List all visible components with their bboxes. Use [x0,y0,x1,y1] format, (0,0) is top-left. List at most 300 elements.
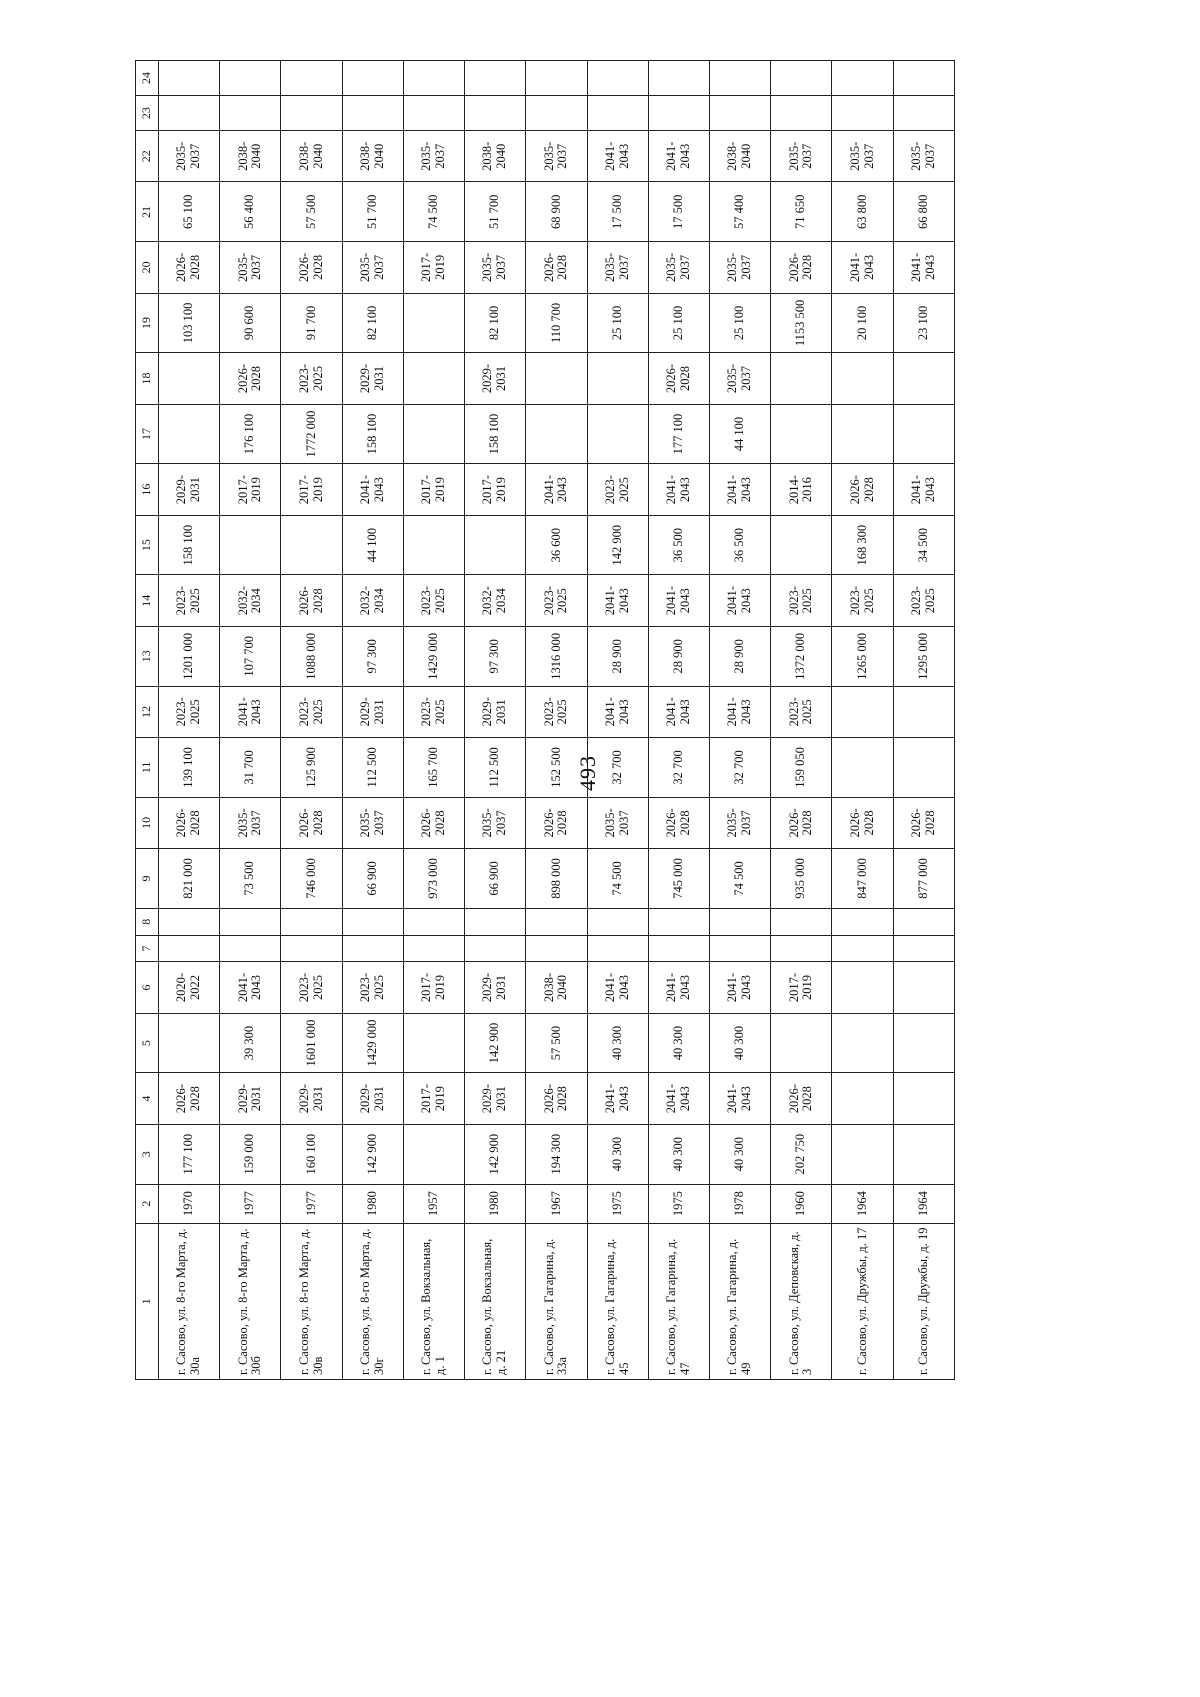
cell-col-4: 2029-2031 [465,1073,526,1124]
cell-col-8 [587,908,648,935]
column-header-17: 17 [136,404,159,464]
cell-col-22: 2035-2037 [159,131,220,182]
cell-col-15: 158 100 [159,515,220,575]
cell-col-16: 2026-2028 [832,464,893,515]
table-row [587,61,648,1380]
cell-col-9: 821 000 [159,849,220,909]
cell-col-17 [403,404,464,464]
cell-col-21: 63 800 [832,182,893,242]
cell-col-13: 1316 000 [526,626,587,686]
cell-col-21: 56 400 [220,182,281,242]
cell-col-20: 2017-2019 [403,242,464,293]
cell-col-4: 2029-2031 [281,1073,342,1124]
cell-col-24 [709,61,770,96]
cell-col-23 [281,96,342,131]
cell-col-6: 2041-2043 [648,962,709,1013]
cell-col-2: 1957 [403,1184,464,1223]
cell-col-8 [893,908,954,935]
cell-col-16: 2041-2043 [648,464,709,515]
cell-col-20: 2035-2037 [648,242,709,293]
cell-col-20: 2035-2037 [220,242,281,293]
cell-col-21: 65 100 [159,182,220,242]
cell-col-13: 1429 000 [403,626,464,686]
cell-col-24 [159,61,220,96]
table-row [648,61,709,1380]
column-header-11: 11 [136,738,159,798]
cell-col-9: 935 000 [771,849,832,909]
cell-col-10: 2026-2028 [832,797,893,848]
cell-col-5: 40 300 [587,1013,648,1073]
column-header-15: 15 [136,515,159,575]
cell-col-11: 159 050 [771,738,832,798]
cell-col-23 [648,96,709,131]
table-row [893,61,954,1380]
cell-col-7 [220,935,281,962]
cell-col-13: 1088 000 [281,626,342,686]
cell-col-7 [342,935,403,962]
cell-col-16: 2029-2031 [159,464,220,515]
cell-col-14: 2026-2028 [281,575,342,626]
cell-col-14: 2041-2043 [709,575,770,626]
cell-col-8 [465,908,526,935]
cell-col-19: 23 100 [893,293,954,353]
cell-col-11: 125 900 [281,738,342,798]
cell-col-6: 2041-2043 [220,962,281,1013]
cell-col-8 [526,908,587,935]
address-cell: г. Сасово, ул. Гагарина, д. 33а [526,1223,587,1379]
cell-col-8 [771,908,832,935]
cell-col-8 [709,908,770,935]
cell-col-6: 2023-2025 [342,962,403,1013]
cell-col-14: 2023-2025 [526,575,587,626]
cell-col-6: 2041-2043 [709,962,770,1013]
cell-col-5: 39 300 [220,1013,281,1073]
cell-col-16: 2017-2019 [281,464,342,515]
cell-col-4: 2041-2043 [709,1073,770,1124]
cell-col-7 [648,935,709,962]
cell-col-11: 165 700 [403,738,464,798]
cell-col-5: 40 300 [709,1013,770,1073]
cell-col-13: 1265 000 [832,626,893,686]
cell-col-14: 2023-2025 [159,575,220,626]
cell-col-12: 2029-2031 [342,686,403,737]
cell-col-24 [465,61,526,96]
cell-col-9: 898 000 [526,849,587,909]
column-header-22: 22 [136,131,159,182]
cell-col-18: 2023-2025 [281,353,342,404]
cell-col-20: 2026-2028 [281,242,342,293]
cell-col-13: 28 900 [587,626,648,686]
cell-col-12: 2023-2025 [281,686,342,737]
cell-col-21: 68 900 [526,182,587,242]
table-row [281,61,342,1380]
address-cell: г. Сасово, ул. Гагарина, д. 47 [648,1223,709,1379]
column-header-8: 8 [136,908,159,935]
cell-col-2: 1975 [648,1184,709,1223]
cell-col-16: 2041-2043 [709,464,770,515]
cell-col-4: 2026-2028 [771,1073,832,1124]
cell-col-10: 2035-2037 [587,797,648,848]
cell-col-17 [893,404,954,464]
table-row [526,61,587,1380]
cell-col-24 [832,61,893,96]
address-cell: г. Сасово, ул. Гагарина, д. 45 [587,1223,648,1379]
cell-col-17: 1772 000 [281,404,342,464]
cell-col-24 [342,61,403,96]
cell-col-18: 2035-2037 [709,353,770,404]
cell-col-17 [526,404,587,464]
cell-col-18 [403,353,464,404]
rotated-table-container [135,60,955,1380]
cell-col-10: 2026-2028 [403,797,464,848]
cell-col-16: 2023-2025 [587,464,648,515]
cell-col-3: 194 300 [526,1124,587,1184]
cell-col-10: 2035-2037 [220,797,281,848]
cell-col-21: 71 650 [771,182,832,242]
address-cell: г. Сасово, ул. Вокзальная, д. 1 [403,1223,464,1379]
cell-col-11: 152 500 [526,738,587,798]
cell-col-22: 2035-2037 [832,131,893,182]
table-row [342,61,403,1380]
cell-col-6 [832,962,893,1013]
cell-col-15: 36 500 [648,515,709,575]
cell-col-16: 2017-2019 [465,464,526,515]
cell-col-5: 1601 000 [281,1013,342,1073]
cell-col-13: 28 900 [648,626,709,686]
cell-col-5 [893,1013,954,1073]
column-header-13: 13 [136,626,159,686]
cell-col-14: 2023-2025 [771,575,832,626]
column-header-20: 20 [136,242,159,293]
cell-col-14: 2023-2025 [893,575,954,626]
cell-col-8 [220,908,281,935]
cell-col-10: 2026-2028 [526,797,587,848]
cell-col-2: 1967 [526,1184,587,1223]
cell-col-6 [893,962,954,1013]
table-row [159,61,220,1380]
cell-col-16: 2017-2019 [403,464,464,515]
cell-col-13: 97 300 [342,626,403,686]
cell-col-14: 2023-2025 [403,575,464,626]
cell-col-8 [159,908,220,935]
cell-col-11: 31 700 [220,738,281,798]
cell-col-9: 877 000 [893,849,954,909]
column-header-4: 4 [136,1073,159,1124]
cell-col-24 [587,61,648,96]
column-header-7: 7 [136,935,159,962]
cell-col-6: 2020-2022 [159,962,220,1013]
cell-col-3: 202 750 [771,1124,832,1184]
cell-col-23 [220,96,281,131]
cell-col-3: 142 900 [465,1124,526,1184]
cell-col-4: 2026-2028 [159,1073,220,1124]
address-cell: г. Сасово, ул. 8-го Марта, д. 30б [220,1223,281,1379]
cell-col-14: 2023-2025 [832,575,893,626]
cell-col-5 [159,1013,220,1073]
header-row [136,61,159,1380]
column-header-23: 23 [136,96,159,131]
cell-col-13: 28 900 [709,626,770,686]
cell-col-11: 32 700 [648,738,709,798]
cell-col-18: 2026-2028 [220,353,281,404]
address-cell: г. Сасово, ул. Гагарина, д. 49 [709,1223,770,1379]
cell-col-17: 44 100 [709,404,770,464]
cell-col-8 [832,908,893,935]
address-cell: г. Сасово, ул. Вокзальная, д. 21 [465,1223,526,1379]
cell-col-7 [832,935,893,962]
cell-col-14: 2041-2043 [587,575,648,626]
cell-col-9: 66 900 [342,849,403,909]
cell-col-2: 1980 [342,1184,403,1223]
cell-col-3: 177 100 [159,1124,220,1184]
column-header-5: 5 [136,1013,159,1073]
cell-col-2: 1960 [771,1184,832,1223]
column-header-19: 19 [136,293,159,353]
cell-col-15 [220,515,281,575]
cell-col-18 [832,353,893,404]
cell-col-21: 51 700 [342,182,403,242]
cell-col-21: 51 700 [465,182,526,242]
cell-col-19: 25 100 [648,293,709,353]
cell-col-14: 2041-2043 [648,575,709,626]
cell-col-15 [281,515,342,575]
cell-col-4: 2041-2043 [587,1073,648,1124]
cell-col-19: 91 700 [281,293,342,353]
cell-col-10: 2026-2028 [281,797,342,848]
cell-col-18 [587,353,648,404]
cell-col-22: 2038-2040 [465,131,526,182]
cell-col-21: 57 500 [281,182,342,242]
cell-col-3 [403,1124,464,1184]
cell-col-20: 2035-2037 [465,242,526,293]
column-header-1: 1 [136,1223,159,1379]
cell-col-20: 2035-2037 [587,242,648,293]
table-row [771,61,832,1380]
cell-col-3 [893,1124,954,1184]
table-row [403,61,464,1380]
cell-col-22: 2038-2040 [220,131,281,182]
address-cell: г. Сасово, ул. Деповская, д. 3 [771,1223,832,1379]
cell-col-11 [832,738,893,798]
cell-col-11 [893,738,954,798]
address-cell: г. Сасово, ул. 8-го Марта, д. 30а [159,1223,220,1379]
cell-col-10: 2026-2028 [893,797,954,848]
cell-col-22: 2038-2040 [342,131,403,182]
cell-col-9: 66 900 [465,849,526,909]
cell-col-21: 66 800 [893,182,954,242]
cell-col-4: 2017-2019 [403,1073,464,1124]
column-header-12: 12 [136,686,159,737]
table-row [465,61,526,1380]
cell-col-20: 2026-2028 [771,242,832,293]
cell-col-9: 745 000 [648,849,709,909]
cell-col-5: 142 900 [465,1013,526,1073]
cell-col-19: 25 100 [709,293,770,353]
cell-col-2: 1964 [832,1184,893,1223]
cell-col-23 [709,96,770,131]
cell-col-15: 34 500 [893,515,954,575]
cell-col-22: 2041-2043 [587,131,648,182]
cell-col-12: 2023-2025 [403,686,464,737]
cell-col-2: 1964 [893,1184,954,1223]
cell-col-17 [159,404,220,464]
cell-col-19: 90 600 [220,293,281,353]
cell-col-16: 2014-2016 [771,464,832,515]
cell-col-7 [465,935,526,962]
cell-col-3: 40 300 [587,1124,648,1184]
cell-col-14: 2032-2034 [465,575,526,626]
column-header-18: 18 [136,353,159,404]
cell-col-24 [893,61,954,96]
table-row [832,61,893,1380]
column-header-10: 10 [136,797,159,848]
cell-col-23 [771,96,832,131]
cell-col-8 [403,908,464,935]
cell-col-12: 2023-2025 [526,686,587,737]
column-header-21: 21 [136,182,159,242]
cell-col-9: 746 000 [281,849,342,909]
cell-col-19: 103 100 [159,293,220,353]
cell-col-22: 2038-2040 [709,131,770,182]
cell-col-24 [220,61,281,96]
cell-col-15: 168 300 [832,515,893,575]
cell-col-20: 2041-2043 [832,242,893,293]
cell-col-3: 160 100 [281,1124,342,1184]
cell-col-12: 2023-2025 [159,686,220,737]
cell-col-21: 17 500 [587,182,648,242]
cell-col-4 [893,1073,954,1124]
cell-col-23 [893,96,954,131]
cell-col-8 [281,908,342,935]
cell-col-4: 2029-2031 [342,1073,403,1124]
cell-col-22: 2041-2043 [648,131,709,182]
cell-col-3: 159 000 [220,1124,281,1184]
cell-col-18: 2029-2031 [465,353,526,404]
cell-col-3: 40 300 [709,1124,770,1184]
cell-col-6: 2029-2031 [465,962,526,1013]
cell-col-22: 2038-2040 [281,131,342,182]
cell-col-12: 2041-2043 [587,686,648,737]
cell-col-19: 25 100 [587,293,648,353]
cell-col-24 [403,61,464,96]
cell-col-2: 1980 [465,1184,526,1223]
cell-col-2: 1975 [587,1184,648,1223]
cell-col-12: 2023-2025 [771,686,832,737]
cell-col-12: 2041-2043 [220,686,281,737]
cell-col-9: 74 500 [587,849,648,909]
cell-col-24 [648,61,709,96]
cell-col-6: 2038-2040 [526,962,587,1013]
cell-col-10: 2026-2028 [771,797,832,848]
cell-col-3: 142 900 [342,1124,403,1184]
cell-col-7 [709,935,770,962]
cell-col-6: 2023-2025 [281,962,342,1013]
cell-col-4: 2029-2031 [220,1073,281,1124]
cell-col-13: 1372 000 [771,626,832,686]
cell-col-12: 2029-2031 [465,686,526,737]
cell-col-4: 2041-2043 [648,1073,709,1124]
cell-col-15 [771,515,832,575]
cell-col-11: 32 700 [709,738,770,798]
cell-col-12 [832,686,893,737]
cell-col-23 [342,96,403,131]
table-row [709,61,770,1380]
cell-col-22: 2035-2037 [526,131,587,182]
cell-col-20: 2026-2028 [159,242,220,293]
cell-col-23 [587,96,648,131]
cell-col-8 [648,908,709,935]
cell-col-10: 2035-2037 [465,797,526,848]
cell-col-7 [159,935,220,962]
cell-col-6: 2041-2043 [587,962,648,1013]
cell-col-9: 847 000 [832,849,893,909]
cell-col-9: 973 000 [403,849,464,909]
column-header-16: 16 [136,464,159,515]
cell-col-23 [403,96,464,131]
cell-col-5: 1429 000 [342,1013,403,1073]
cell-col-15: 36 500 [709,515,770,575]
address-cell: г. Сасово, ул. 8-го Марта, д. 30в [281,1223,342,1379]
cell-col-4 [832,1073,893,1124]
cell-col-5 [403,1013,464,1073]
cell-col-11: 32 700 [587,738,648,798]
column-header-14: 14 [136,575,159,626]
cell-col-13: 1201 000 [159,626,220,686]
address-cell: г. Сасово, ул. 8-го Марта, д. 30г [342,1223,403,1379]
cell-col-2: 1977 [220,1184,281,1223]
cell-col-19 [403,293,464,353]
cell-col-19: 82 100 [342,293,403,353]
cell-col-17 [771,404,832,464]
cell-col-11: 112 500 [465,738,526,798]
cell-col-14: 2032-2034 [342,575,403,626]
cell-col-16: 2041-2043 [893,464,954,515]
cell-col-13: 97 300 [465,626,526,686]
cell-col-19: 82 100 [465,293,526,353]
cell-col-13: 107 700 [220,626,281,686]
column-header-3: 3 [136,1124,159,1184]
cell-col-5: 40 300 [648,1013,709,1073]
cell-col-12: 2041-2043 [648,686,709,737]
cell-col-15 [403,515,464,575]
cell-col-20: 2035-2037 [709,242,770,293]
cell-col-18 [526,353,587,404]
address-cell: г. Сасово, ул. Дружбы, д. 19 [893,1223,954,1379]
cell-col-18: 2026-2028 [648,353,709,404]
cell-col-18 [893,353,954,404]
cell-col-24 [281,61,342,96]
cell-col-9: 73 500 [220,849,281,909]
cell-col-21: 17 500 [648,182,709,242]
cell-col-5: 57 500 [526,1013,587,1073]
cell-col-2: 1978 [709,1184,770,1223]
cell-col-9: 74 500 [709,849,770,909]
cell-col-23 [159,96,220,131]
cell-col-17: 176 100 [220,404,281,464]
cell-col-11: 112 500 [342,738,403,798]
cell-col-12 [893,686,954,737]
cell-col-7 [403,935,464,962]
address-cell: г. Сасово, ул. Дружбы, д. 17 [832,1223,893,1379]
column-header-2: 2 [136,1184,159,1223]
cell-col-7 [281,935,342,962]
cell-col-5 [771,1013,832,1073]
cell-col-10: 2026-2028 [648,797,709,848]
cell-col-3 [832,1124,893,1184]
cell-col-15 [465,515,526,575]
cell-col-17: 158 100 [465,404,526,464]
cell-col-6: 2017-2019 [403,962,464,1013]
